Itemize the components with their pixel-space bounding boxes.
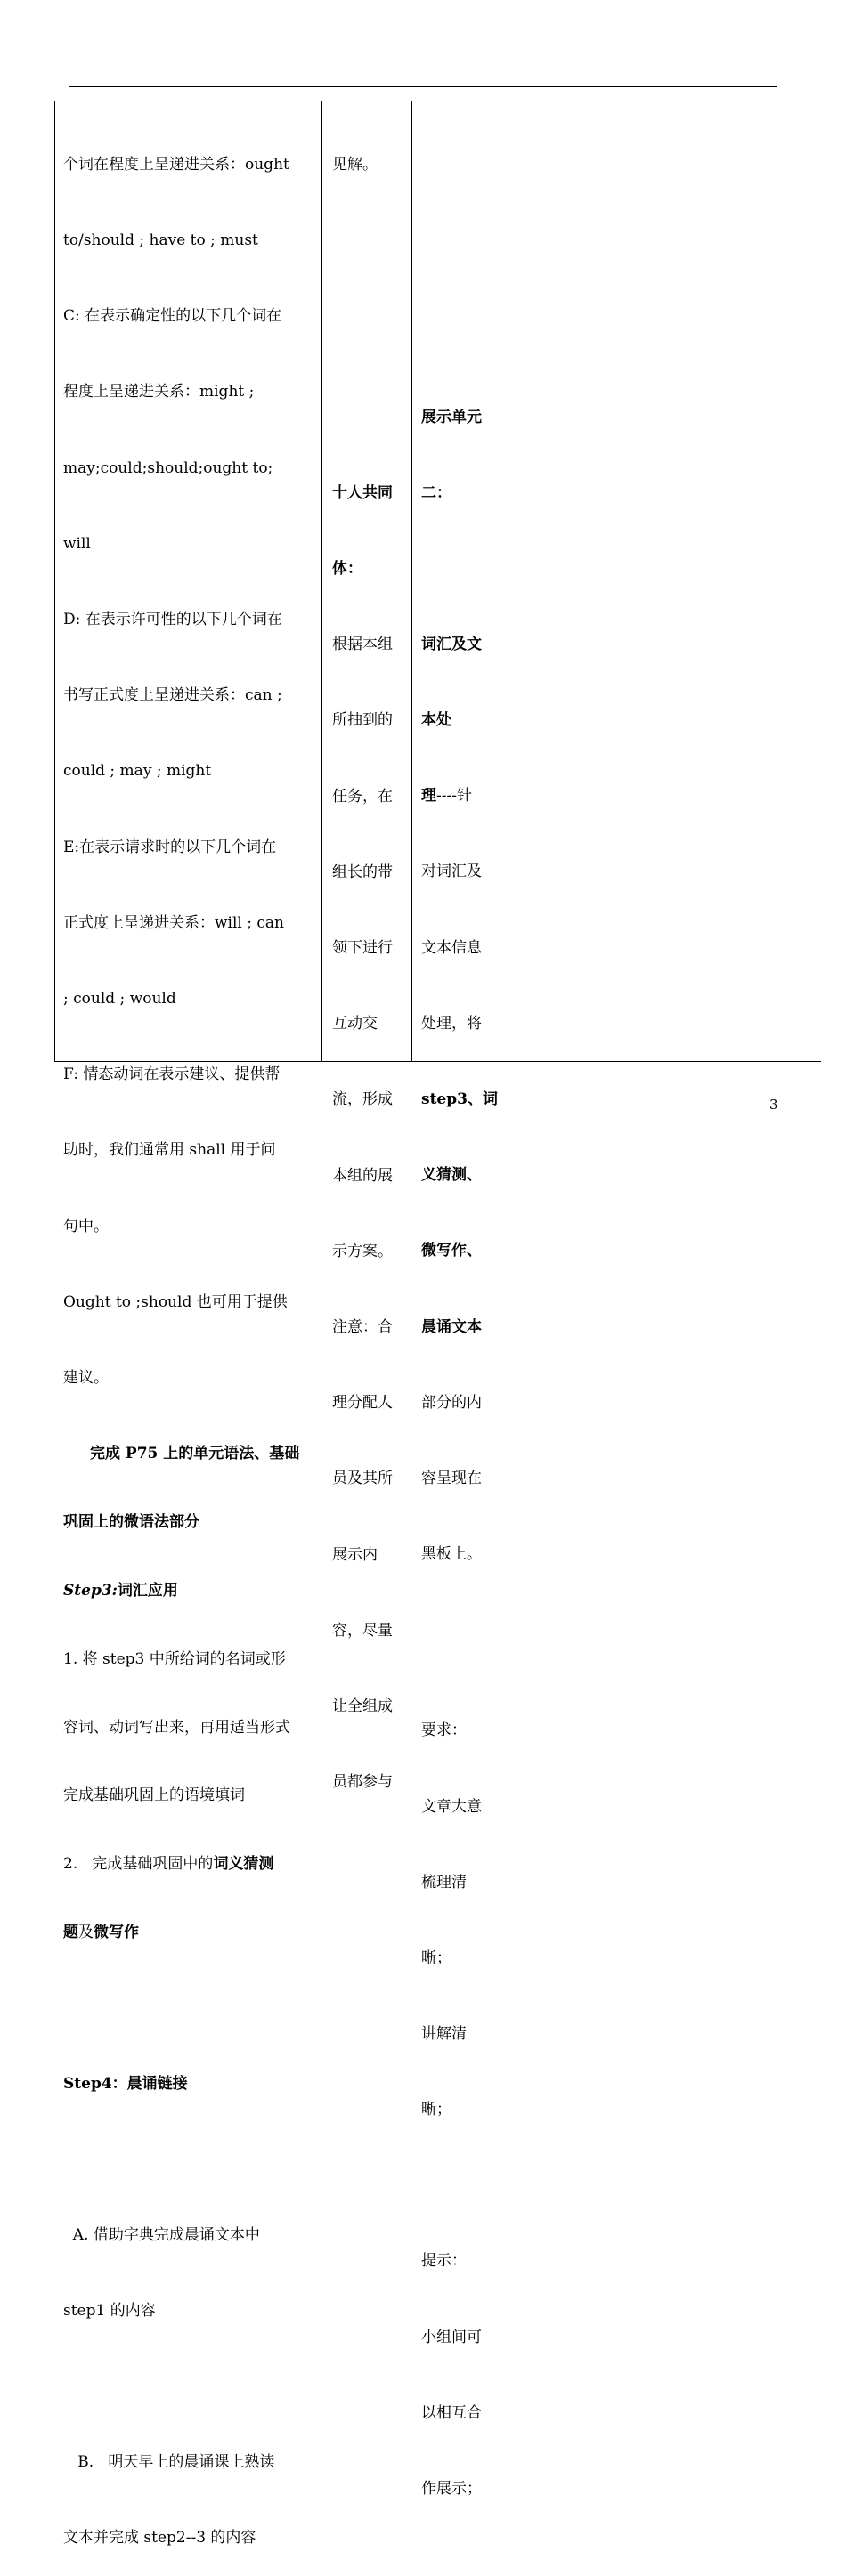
text-line: 互动交 [332, 1015, 378, 1033]
step3-item-2-bold2: 微写作 [94, 1923, 139, 1941]
text-line-bold: 晨诵文本 [421, 1317, 482, 1336]
teaching-content-column [63, 101, 318, 2576]
spacer [421, 2174, 496, 2199]
spacer [63, 1992, 318, 2021]
spacer [332, 228, 407, 430]
text-line: to/should ; have to ; must [63, 231, 258, 250]
spacer [421, 1617, 496, 1667]
task-heading-cont: 巩固上的微语法部分 [63, 1513, 199, 1532]
step4-item-b-cont: 文本并完成 step2--3 的内容 [63, 2529, 256, 2548]
step4-label: Step4： [63, 2074, 127, 2093]
text-line: 书写正式度上呈递进关系：can ; [63, 686, 282, 705]
unit-subtitle-cont: 本处 [421, 711, 451, 730]
unit-subtitle-rest: ----针 [436, 787, 472, 806]
text-line: 任务，在 [332, 787, 393, 806]
step3-item-2-prefix: 2. 完成基础巩固中的 [63, 1855, 214, 1874]
unit-subtitle-cont [421, 783, 496, 808]
step3-item-2-mid: 及 [78, 1923, 94, 1941]
text-line: 助时，我们通常用 shall 用于问 [63, 1141, 276, 1160]
unit-title: 展示单元 [421, 408, 482, 426]
group-title-cont: 体： [332, 560, 362, 579]
text-line: 理分配人 [332, 1394, 393, 1413]
text-line: 流，形成 [332, 1090, 393, 1109]
text-line: 小组间可 [421, 2328, 482, 2346]
text-line: 梳理清 [421, 1873, 467, 1891]
text-line: 示方案。 [332, 1242, 393, 1260]
text-line: 根据本组 [332, 636, 393, 654]
text-line: 黑板上。 [421, 1545, 482, 1564]
text-line: 组长的带 [332, 863, 393, 881]
text-line: 注意：合 [332, 1318, 393, 1337]
step3-item-1-cont: 完成基础巩固上的语境填词 [63, 1786, 245, 1805]
text-line: 容呈现在 [421, 1470, 482, 1488]
hint-title: 提示： [421, 2252, 467, 2271]
student-activity-column [332, 101, 407, 1820]
text-line-bold: 义猜测、 [421, 1166, 482, 1185]
text-line: 见解。 [332, 155, 378, 174]
step4-heading [63, 2071, 318, 2096]
text-line: 晰； [421, 1948, 451, 1967]
unit-title-cont: 二： [421, 483, 451, 502]
text-line: 让全组成 [332, 1697, 393, 1716]
step3-label: Step3: [63, 1581, 118, 1600]
header-rule [69, 86, 777, 87]
text-line: 员及其所 [332, 1470, 393, 1488]
text-line: Ought to ;should 也可用于提供 [63, 1292, 288, 1311]
step3-item-1: 1. 将 step3 中所给词的名词或形 [63, 1649, 286, 1668]
text-line: 对词汇及 [421, 863, 482, 881]
step3-heading [63, 1582, 318, 1600]
text-line: 个词在程度上呈递进关系：ought [63, 155, 289, 174]
step4-item-a-cont: step1 的内容 [63, 2301, 156, 2320]
presentation-column [421, 101, 496, 2527]
text-line: 员都参与 [332, 1773, 393, 1792]
step4-title: 晨诵链接 [126, 2074, 188, 2093]
spacer [421, 556, 496, 581]
task-heading: 完成 P75 上的单元语法、基础 [90, 1445, 300, 1463]
text-line: could ; may ; might [63, 762, 212, 781]
text-line: 容，尽量 [332, 1621, 393, 1640]
text-line: 文本信息 [421, 938, 482, 957]
requirements-title: 要求： [421, 1721, 467, 1740]
text-line: 处理，将 [421, 1014, 482, 1033]
text-line: 本组的展 [332, 1166, 393, 1185]
step3-title: 词汇应用 [117, 1581, 178, 1600]
group-title: 十人共同 [332, 483, 393, 502]
text-line: E:在表示请求时的以下几个词在 [63, 838, 277, 856]
step3-item-1-cont: 容词、动词写出来，再用适当形式 [63, 1718, 290, 1737]
text-line: 展示内 [332, 1545, 378, 1564]
table-left-border [54, 101, 55, 1061]
text-line: C: 在表示确定性的以下几个词在 [63, 307, 282, 326]
column-divider-1 [321, 101, 322, 1061]
text-line: 讲解清 [421, 2025, 467, 2044]
text-line: 正式度上呈递进关系：will ; can [63, 913, 285, 932]
text-line: 部分的内 [421, 1393, 482, 1412]
step4-item-b: B. 明天早上的晨诵课上熟读 [63, 2452, 275, 2471]
text-line: ; could ; would [63, 990, 176, 1009]
text-line-bold: step3、词 [421, 1090, 498, 1109]
step4-item-a: A. 借助字典完成晨诵文本中 [63, 2225, 260, 2244]
text-line: 建议。 [63, 1369, 109, 1388]
step3-item-2-bold: 词义猜测 [213, 1855, 274, 1874]
unit-subtitle-bold: 理 [421, 787, 436, 806]
text-line-bold: 微写作、 [421, 1242, 482, 1260]
text-line: may;could;should;ought to; [63, 458, 273, 477]
page-number: 3 [769, 1097, 778, 1113]
text-line: 句中。 [63, 1217, 109, 1235]
spacer [421, 152, 496, 354]
text-line: 所抽到的 [332, 711, 393, 730]
column-divider-2 [411, 101, 412, 1061]
text-line: 领下进行 [332, 939, 393, 958]
unit-subtitle: 词汇及文 [421, 635, 482, 653]
step3-item-2-cont-bold: 题 [63, 1923, 78, 1941]
text-line: will [63, 534, 91, 553]
spacer [63, 2147, 318, 2172]
text-line: F: 情态动词在表示建议、提供帮 [63, 1065, 281, 1084]
text-line: 以相互合 [421, 2403, 482, 2422]
text-line: D: 在表示许可性的以下几个词在 [63, 611, 282, 629]
step3-item-2-cont [63, 1924, 318, 1941]
step3-item-2 [63, 1855, 318, 1873]
text-line: 程度上呈递进关系：might ; [63, 383, 255, 401]
text-line: 晰； [421, 2101, 451, 2119]
text-line: 文章大意 [421, 1797, 482, 1816]
spacer [63, 2374, 318, 2399]
text-line: 作展示； [421, 2479, 482, 2498]
